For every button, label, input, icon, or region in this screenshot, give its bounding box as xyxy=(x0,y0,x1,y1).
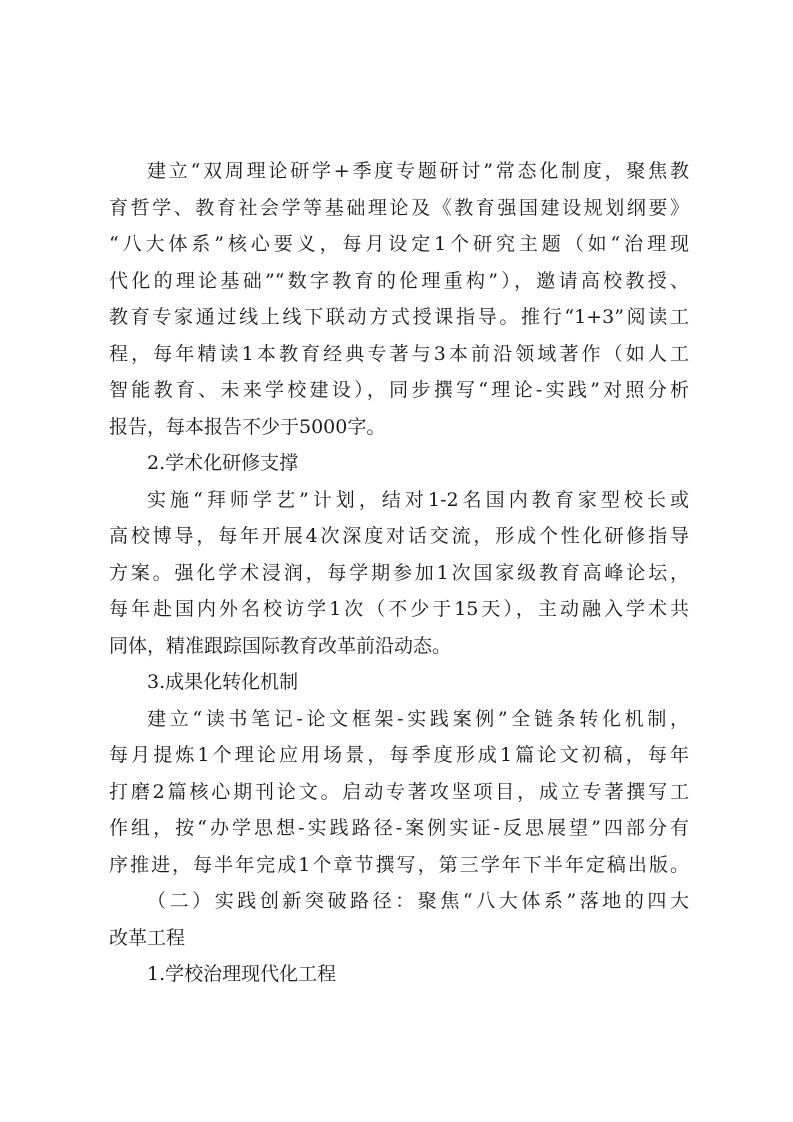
paragraph-line: 打磨2篇核心期刊论文。启动专著攻坚项目，成立专著撰写工 xyxy=(109,781,689,803)
paragraph-line: 智能教育、未来学校建设），同步撰写“理论-实践”对照分析 xyxy=(109,379,689,401)
paragraph-line: 高校博导，每年开展4次深度对话交流，形成个性化研修指导 xyxy=(109,525,689,547)
chapter-heading: （二）实践创新突破路径：聚焦“八大体系”落地的四大 xyxy=(147,890,689,912)
paragraph-line: 教育专家通过线上线下联动方式授课指导。推行“1+3”阅读工 xyxy=(109,306,689,328)
section-heading: 2.学术化研修支撑 xyxy=(147,452,299,474)
paragraph-line: 实施“拜师学艺”计划，结对1-2名国内教育家型校长或 xyxy=(147,489,689,511)
paragraph-line: 每月提炼1个理论应用场景，每季度形成1篇论文初稿，每年 xyxy=(109,744,689,766)
paragraph-line: 建立“读书笔记-论文框架-实践案例”全链条转化机制， xyxy=(147,708,689,730)
paragraph-line: 作组，按“办学思想-实践路径-案例实证-反思展望”四部分有 xyxy=(109,817,689,839)
paragraph-line: “八大体系”核心要义，每月设定1个研究主题（如“治理现 xyxy=(109,233,689,255)
paragraph-line: 建立“双周理论研学+季度专题研讨”常态化制度，聚焦教 xyxy=(147,160,689,182)
paragraph-line: 报告，每本报告不少于5000字。 xyxy=(109,416,386,438)
chapter-heading: 改革工程 xyxy=(109,927,186,949)
paragraph-line: 序推进，每半年完成1个章节撰写，第三学年下半年定稿出版。 xyxy=(109,854,689,876)
paragraph-line: 育哲学、教育社会学等基础理论及《教育强国建设规划纲要》 xyxy=(109,197,689,219)
section-heading: 1.学校治理现代化工程 xyxy=(147,963,337,985)
paragraph-line: 代化的理论基础”“数字教育的伦理重构”），邀请高校教授、 xyxy=(109,270,689,292)
paragraph-line: 同体，精准跟踪国际教育改革前沿动态。 xyxy=(109,635,452,657)
section-heading: 3.成果化转化机制 xyxy=(147,671,299,693)
paragraph-line: 每年赴国内外名校访学1次（不少于15天），主动融入学术共 xyxy=(109,598,689,620)
paragraph-line: 方案。强化学术浸润，每学期参加1次国家级教育高峰论坛， xyxy=(109,562,689,584)
paragraph-line: 程，每年精读1本教育经典专著与3本前沿领域著作（如人工 xyxy=(109,343,689,365)
